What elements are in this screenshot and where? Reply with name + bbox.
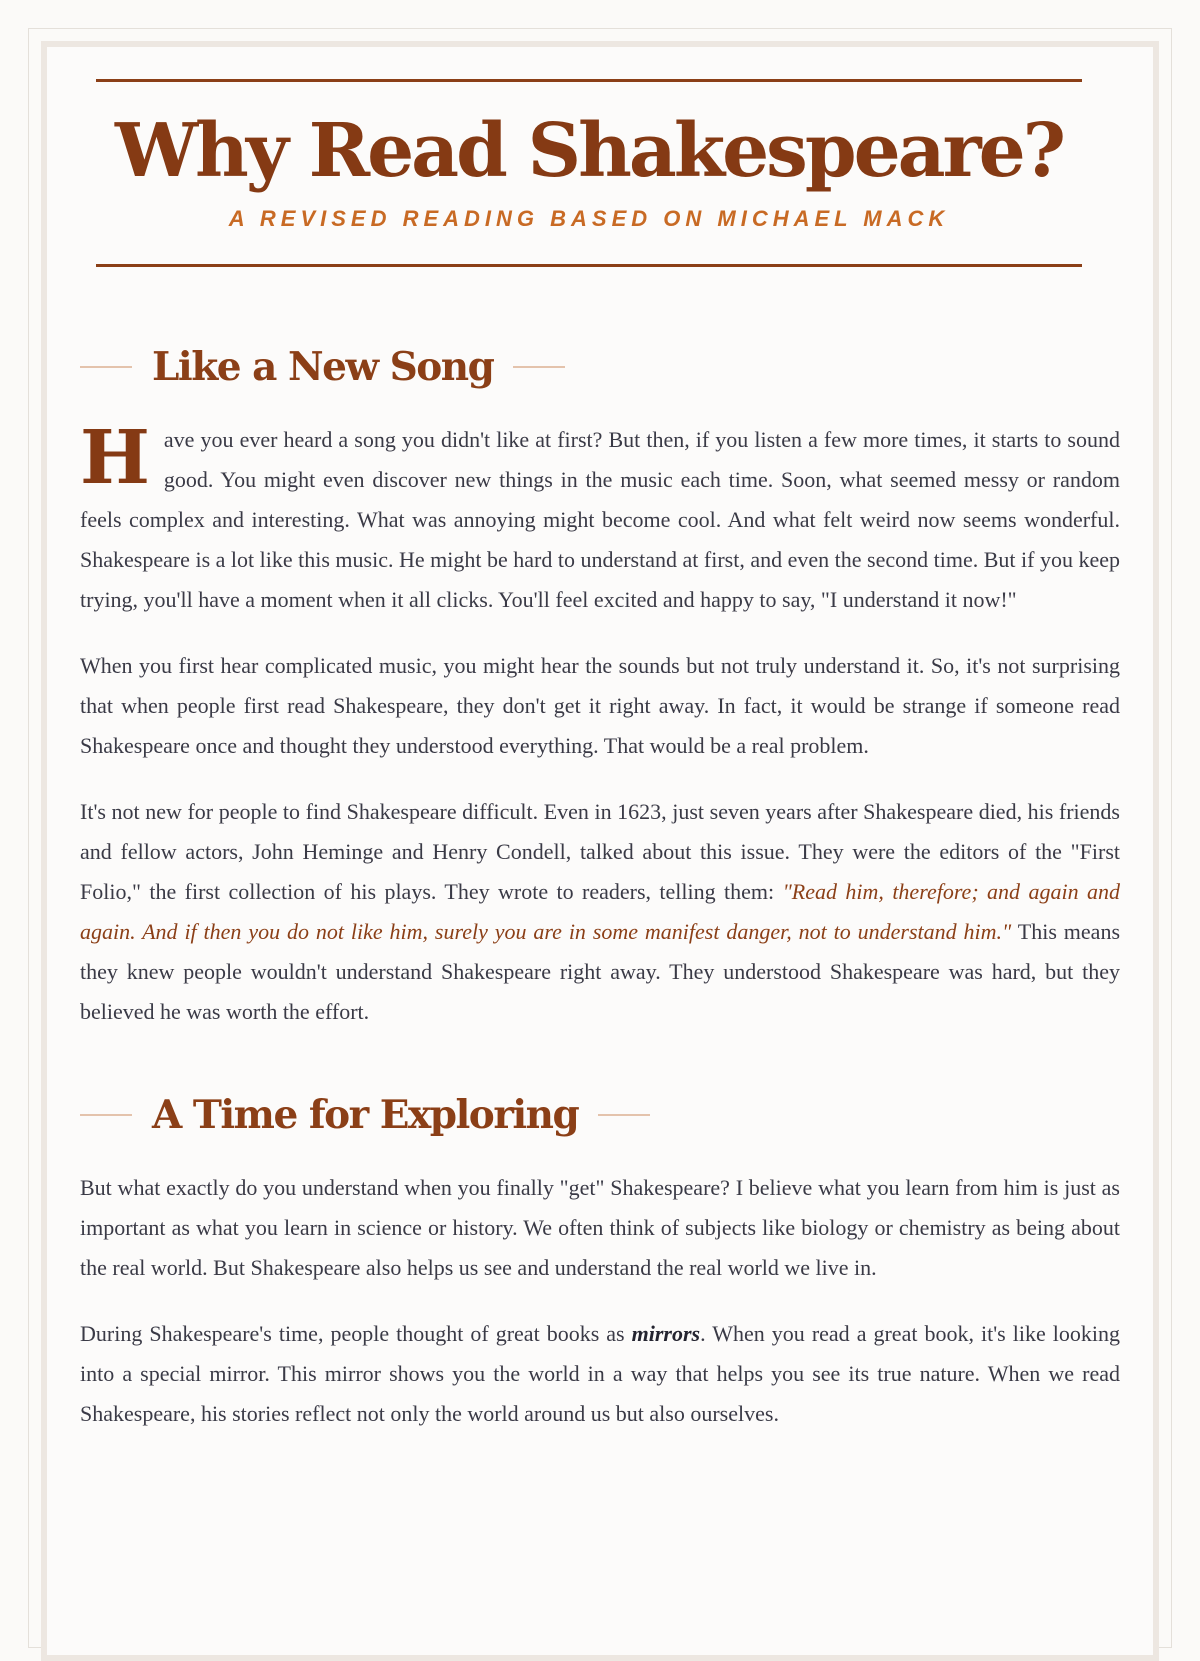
article-content <box>80 340 1120 1434</box>
paragraph: When you first hear complicated music, you might hear the sounds but not truly understand it. So, it's not surprising that when people first read Shakespeare, they don't get it right away. In fact, it would be strange if someone read Shakespeare once and thought they understood everything. That would be a real problem. <box>80 653 1120 758</box>
heading-rule-right <box>598 1114 650 1116</box>
heading-rule-right <box>513 366 565 368</box>
paragraph-text: ave you ever heard a song you didn't like at first? But then, if you listen a few more times, it starts to sound good. You might even discover new things in the music each time. Soon, what seemed messy or random feels complex and interesting. What was annoying might become cool. And what felt weird now seems wonderful. Shakespeare is a lot like this music. He might be hard to understand at first, and even the second time. But if you keep trying, you'll have a moment when it all clicks. You'll feel excited and happy to say, "I understand it now!" <box>80 427 1120 612</box>
section-heading-text: Like a New Song <box>152 344 494 390</box>
paragraph-text: . When you read a great book, it's like looking into a special mirror. This mirror shows you the world in a way that helps you see its true nature. When we read Shakespeare, his stories reflect not only the world around us but also ourselves. <box>80 1321 1120 1426</box>
heading-rule-left <box>80 366 132 368</box>
section-like-a-new-song <box>80 340 1120 1032</box>
heading-rule-left <box>80 1114 132 1116</box>
drop-cap: H <box>80 415 150 501</box>
section-a-time-for-exploring <box>80 1088 1120 1434</box>
paragraph-text: This means they knew people wouldn't understand Shakespeare right away. They understood Shakespeare was hard, but they believed he was worth the effort. <box>80 919 1120 1024</box>
paragraph-text: During Shakespeare's time, people thought of great books as <box>80 1321 632 1346</box>
page-title: Why Read Shakespeare? <box>114 108 1064 194</box>
paragraph <box>80 792 1120 1032</box>
paragraph <box>80 415 1120 620</box>
section-heading <box>80 1088 1120 1142</box>
paragraph: But what exactly do you understand when you finally "get" Shakespeare? I believe what you learn from him is just as important as what you learn in science or history. We often think of subjects like biology or chemistry as being about the real world. But Shakespeare also helps us see and understand the real world we live in. <box>80 1175 1120 1280</box>
section-heading <box>80 340 1120 394</box>
paragraph-text: It's not new for people to find Shakespeare difficult. Even in 1623, just seven years after Shakespeare died, his friends and fellow actors, John Heminge and Henry Condell, talked about this issue. They were the editors of the "First Folio," the first collection of his plays. They wrote to readers, telling them: <box>80 799 1120 904</box>
page-subtitle: A REVISED READING BASED ON MICHAEL MACK <box>228 206 950 231</box>
article-header <box>96 79 1082 267</box>
folio-quote: "Read him, therefore; and again and again. And if then you do not like him, surely you are in some manifest danger, not to understand him." <box>80 879 1120 944</box>
paragraph <box>80 1314 1120 1434</box>
emphasis-mirrors: mirrors <box>631 1321 701 1346</box>
section-heading-text: A Time for Exploring <box>152 1092 579 1138</box>
